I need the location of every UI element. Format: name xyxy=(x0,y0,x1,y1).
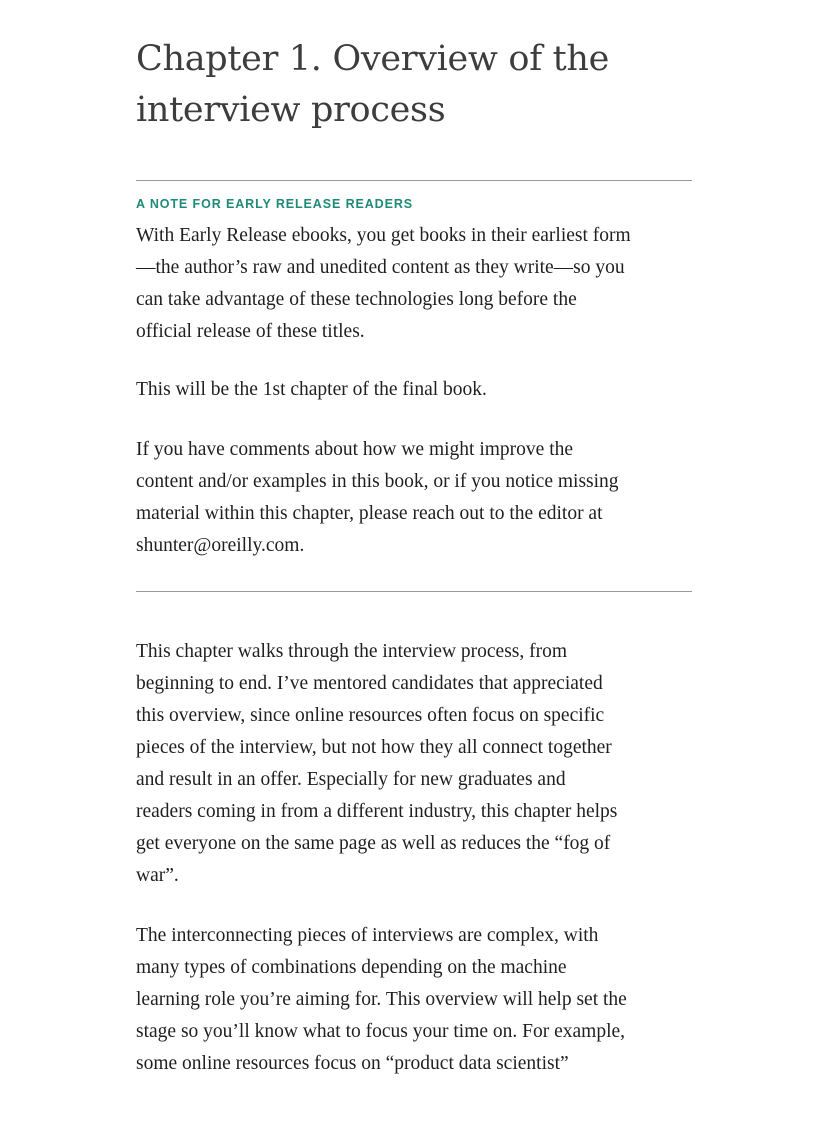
text-line: content and/or examples in this book, or if you notice missing xyxy=(136,471,619,492)
text-line: and result in an offer. Especially for new graduates and xyxy=(136,769,566,790)
note-paragraph xyxy=(136,220,692,348)
text-line: some online resources focus on “product data scientist” xyxy=(136,1053,569,1074)
text-line: get everyone on the same page as well as reduces the “fog of xyxy=(136,833,611,854)
text-line: stage so you’ll know what to focus your time on. For example, xyxy=(136,1021,626,1042)
text-line: With Early Release ebooks, you get books in their earliest form xyxy=(136,225,631,246)
early-release-note xyxy=(136,180,692,592)
note-paragraph xyxy=(136,374,692,406)
text-line: can take advantage of these technologies long before the xyxy=(136,289,577,310)
note-paragraph xyxy=(136,434,692,562)
text-line: this overview, since online resources often focus on specific xyxy=(136,705,605,726)
note-heading: A NOTE FOR EARLY RELEASE READERS xyxy=(136,197,413,211)
text-line: shunter@oreilly.com. xyxy=(136,535,305,556)
body-paragraph xyxy=(136,920,692,1080)
text-line: If you have comments about how we might improve the xyxy=(136,439,574,460)
text-line: many types of combinations depending on the machine xyxy=(136,957,567,978)
text-line: This will be the 1st chapter of the final book. xyxy=(136,379,487,400)
text-line: readers coming in from a different industry, this chapter helps xyxy=(136,801,618,822)
text-line: beginning to end. I’ve mentored candidates that appreciated xyxy=(136,673,603,694)
text-line: —the author’s raw and unedited content as they write—so you xyxy=(136,257,625,278)
chapter-title-line: Chapter 1. Overview of the xyxy=(136,39,610,79)
chapter-title xyxy=(136,34,692,136)
chapter-title-line: interview process xyxy=(136,90,446,130)
text-line: war”. xyxy=(136,865,179,886)
body-paragraph xyxy=(136,636,692,892)
text-line: This chapter walks through the interview process, from xyxy=(136,641,568,662)
text-line: material within this chapter, please reach out to the editor at xyxy=(136,503,603,524)
text-line: pieces of the interview, but not how they all connect together xyxy=(136,737,612,758)
text-line: The interconnecting pieces of interviews are complex, with xyxy=(136,925,599,946)
text-line: official release of these titles. xyxy=(136,321,365,342)
text-line: learning role you’re aiming for. This overview will help set the xyxy=(136,989,627,1010)
